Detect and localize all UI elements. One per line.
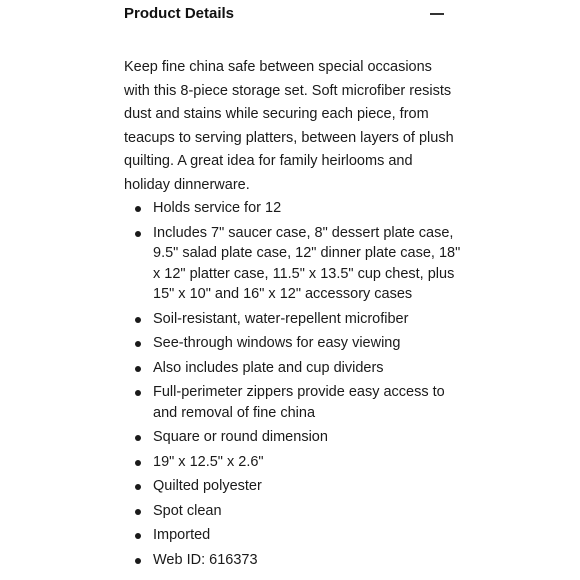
list-item-text: Holds service for 12 bbox=[153, 200, 282, 216]
list-item bbox=[124, 550, 464, 571]
list-item-text: Includes 7" saucer case, 8" dessert plate case, 9.5" salad plate case, 12" dinner plate case, 18" x 12" platter case, 11.5" x 13.5" cup chest, plus 15" x 10" and 16" x 12" accessory cases bbox=[153, 224, 461, 302]
bullet-icon bbox=[135, 206, 141, 212]
list-item bbox=[124, 501, 464, 522]
list-item bbox=[124, 333, 464, 354]
list-item-text: Square or round dimension bbox=[153, 429, 328, 445]
list-item bbox=[124, 382, 464, 423]
list-item-text: Quilted polyester bbox=[153, 478, 262, 494]
bullet-icon bbox=[135, 231, 141, 237]
minus-icon-bar bbox=[430, 13, 444, 15]
section-title: Product Details bbox=[124, 5, 235, 22]
list-item-text: 19" x 12.5" x 2.6" bbox=[153, 453, 264, 470]
list-item bbox=[124, 223, 464, 305]
list-item-text: Soil-resistant, water-repellent microfiber bbox=[153, 310, 409, 327]
list-item bbox=[124, 452, 464, 473]
bullet-icon bbox=[135, 509, 141, 515]
bullet-icon bbox=[135, 366, 141, 372]
list-item bbox=[124, 198, 464, 219]
list-item bbox=[124, 525, 464, 546]
list-item-text: Web ID: 616373 bbox=[153, 551, 258, 568]
bullet-icon bbox=[135, 460, 141, 466]
bullet-icon bbox=[135, 390, 141, 396]
list-item bbox=[124, 358, 464, 379]
list-item-text: See-through windows for easy viewing bbox=[153, 335, 401, 351]
list-item-text: Spot clean bbox=[153, 502, 222, 519]
list-item bbox=[124, 427, 464, 448]
bullet-icon bbox=[135, 435, 141, 441]
list-item-text: Also includes plate and cup dividers bbox=[153, 359, 384, 376]
bullet-icon bbox=[135, 317, 141, 323]
list-item bbox=[124, 476, 464, 497]
bullet-icon bbox=[135, 533, 141, 539]
product-description: Keep fine china safe between special occasions with this 8-piece storage set. Soft microfiber resists dust and stains while securing each piece, from teacups to serving platters, between layers of plush quilting. A great idea for family heirlooms and holiday dinnerware. bbox=[124, 59, 454, 193]
bullet-icon bbox=[135, 484, 141, 490]
list-item-text: Imported bbox=[153, 527, 211, 543]
product-details-header[interactable] bbox=[124, 4, 454, 26]
bullet-icon bbox=[135, 341, 141, 347]
list-item bbox=[124, 309, 464, 330]
bullet-icon bbox=[135, 558, 141, 564]
minus-icon[interactable] bbox=[430, 7, 446, 21]
feature-list bbox=[124, 198, 464, 574]
list-item-text: Full-perimeter zippers provide easy access to and removal of fine china bbox=[153, 384, 445, 421]
